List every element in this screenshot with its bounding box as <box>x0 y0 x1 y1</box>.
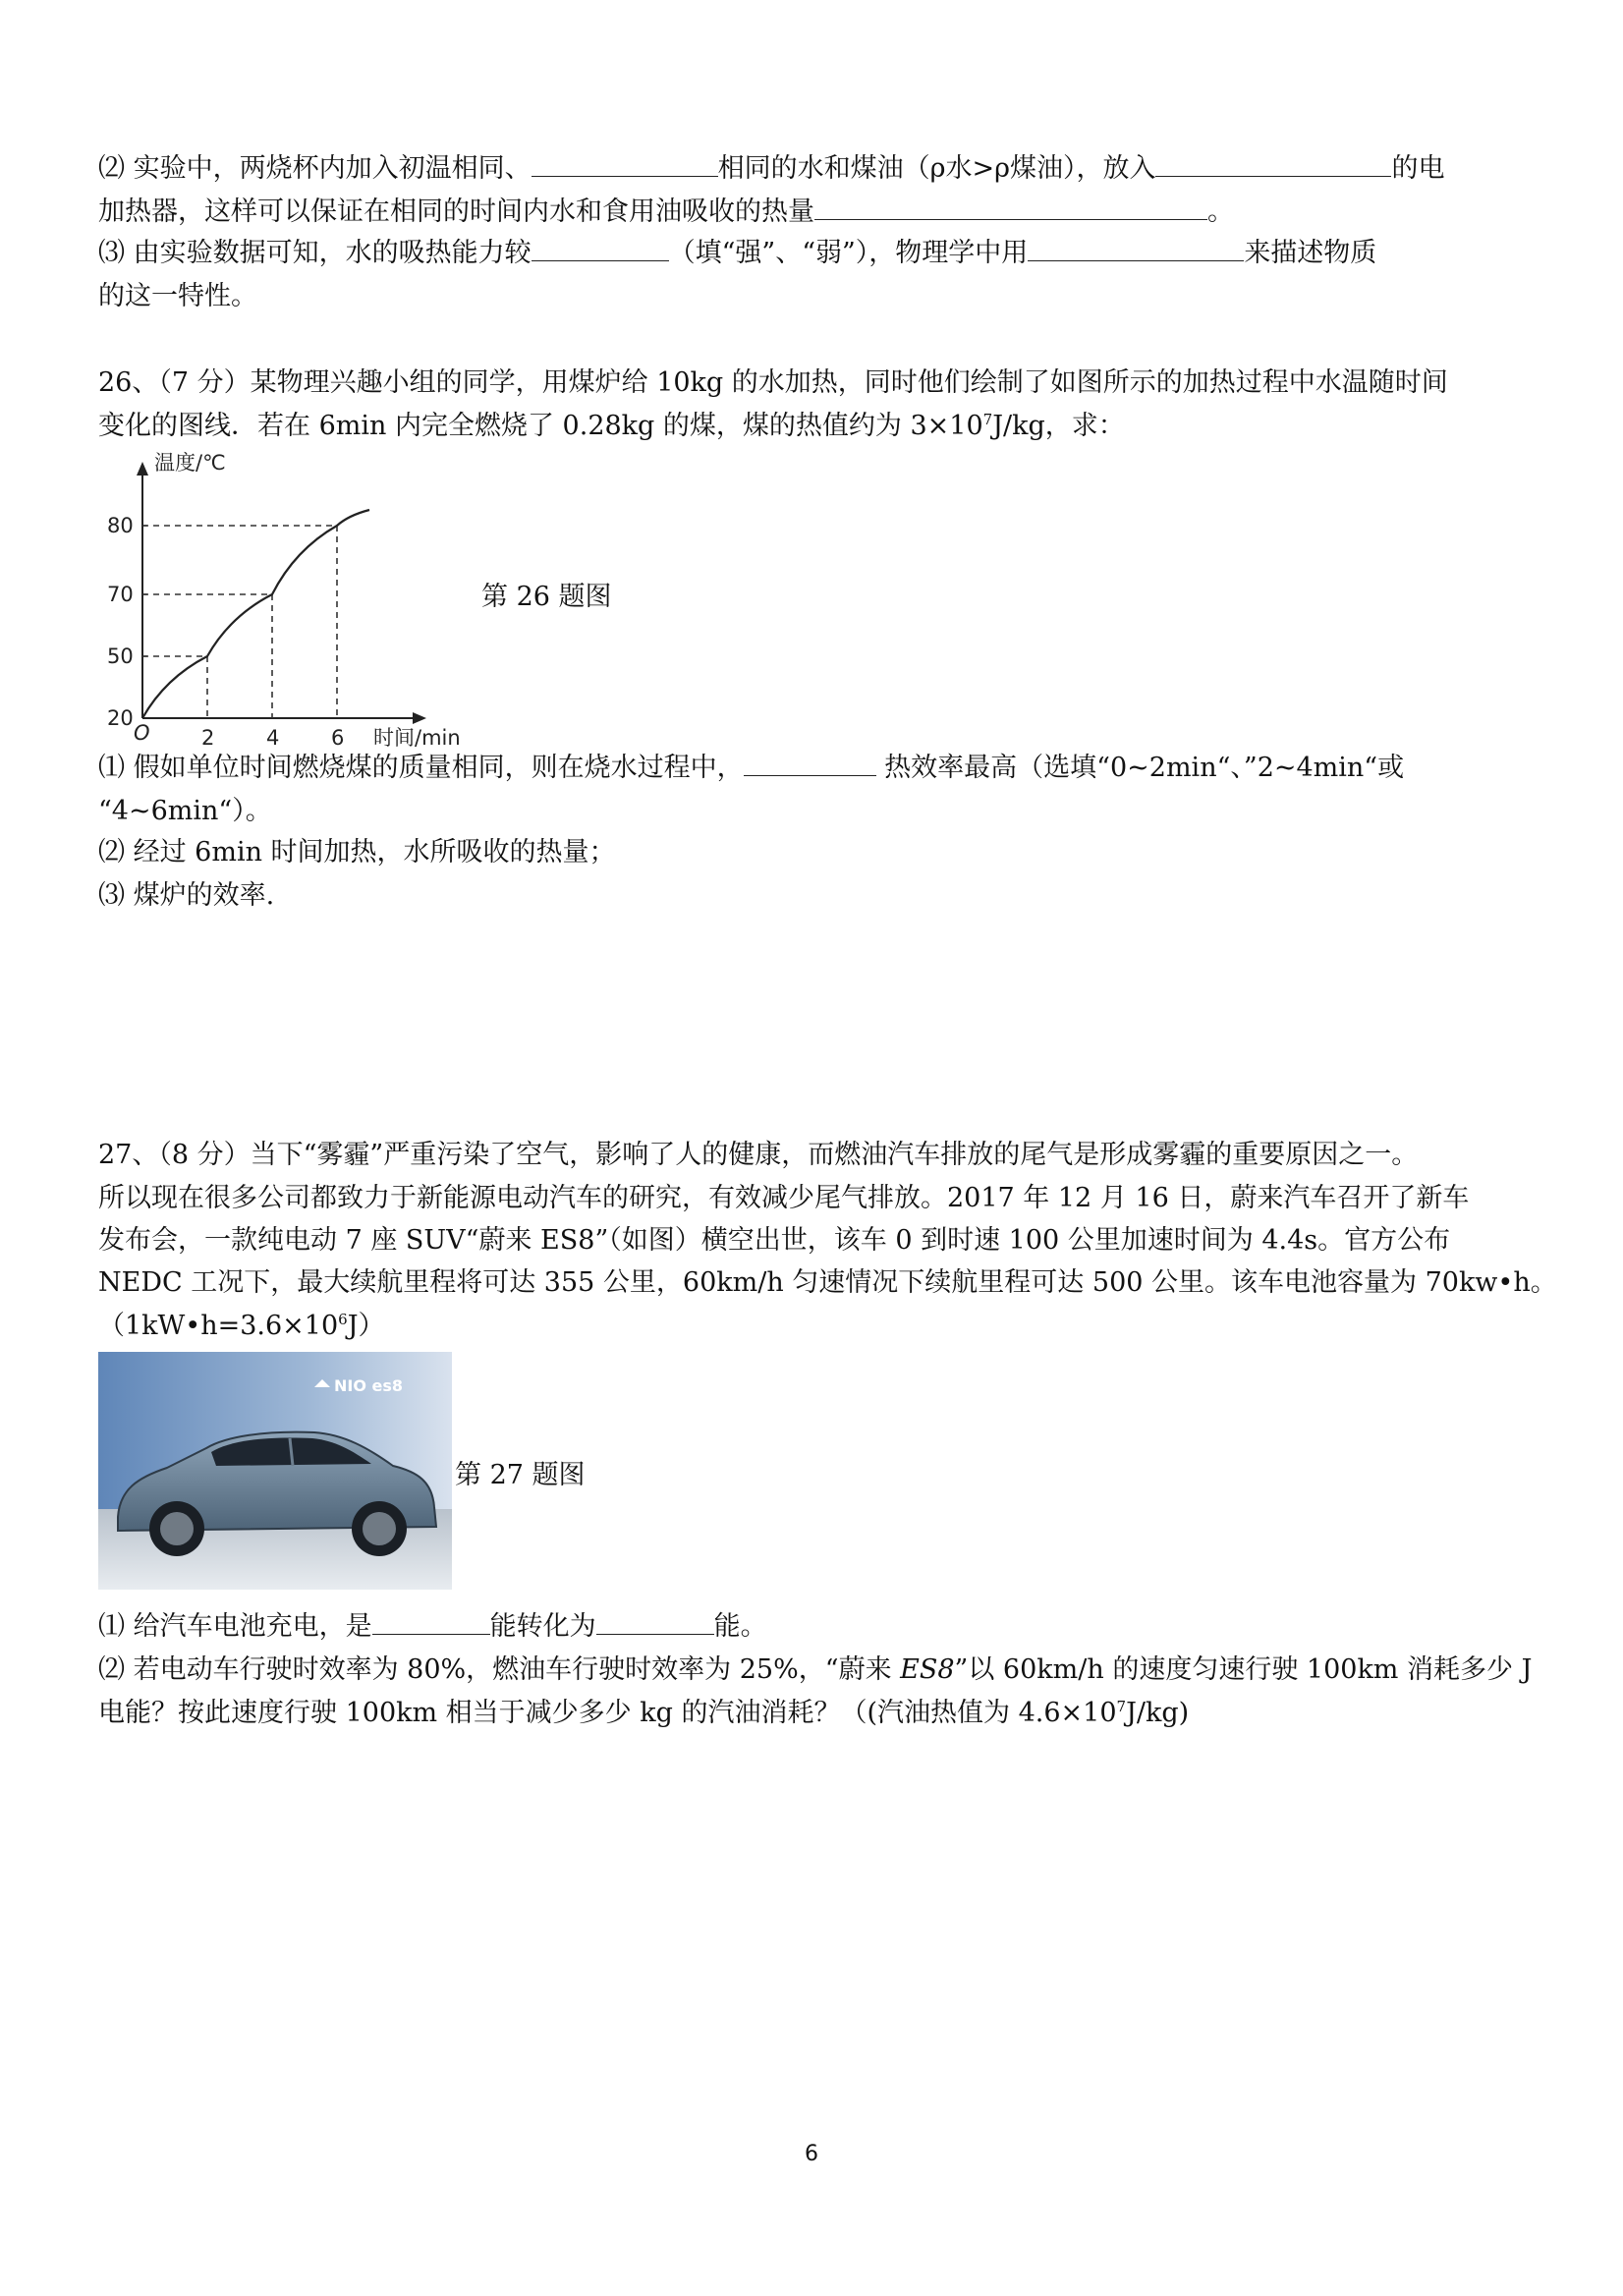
q26-part1-text-b: 热效率最高（选填“0~2min“、”2~4min“或 <box>875 753 1405 783</box>
q25-part2-text-a: ⑵ 实验中，两烧杯内加入初温相同、 <box>98 153 532 184</box>
y-axis-label: 温度/℃ <box>154 451 226 475</box>
y-tick-label: 80 <box>107 514 134 537</box>
q26-stem2-text-a: 变化的图线．若在 6min 内完全燃烧了 0.28kg 的煤，煤的热值约为 3×10 <box>98 411 983 441</box>
q26-part2: ⑵ 经过 6min 时间加热，水所吸收的热量； <box>98 837 616 868</box>
q27-part2-text-a: ⑵ 若电动车行驶时效率为 80%，燃油车行驶时效率为 25%，“蔚来 <box>98 1654 901 1685</box>
q27-stem-line3: 发布会，一款纯电动 7 座 SUV“蔚来 ES8”（如图）横空出世，该车 0 到时速 100 公里加速时间为 4.4s。官方公布 <box>98 1225 1451 1256</box>
answer-blank[interactable] <box>372 1608 490 1635</box>
q26-stem2-exponent: 7 <box>982 411 993 428</box>
x-axis-arrow <box>413 712 426 724</box>
y-axis-arrow <box>137 462 148 476</box>
q25-part2-text-c: 的电 <box>1391 153 1445 184</box>
q27-part2-text-d: J/kg) <box>1126 1698 1190 1728</box>
answer-blank[interactable] <box>1028 235 1244 261</box>
q26-stem2-text-b: J/kg，求： <box>992 411 1125 441</box>
y-tick-label: 20 <box>107 706 134 730</box>
q25-part3-text-d: 的这一特性。 <box>98 281 257 311</box>
q27-figure-caption: 第 27 题图 <box>455 1460 586 1490</box>
q26-part1-text-a: ⑴ 假如单位时间燃烧煤的质量相同，则在烧水过程中， <box>98 753 744 783</box>
q27-part2-text-c: 电能？按此速度行驶 100km 相当于减少多少 kg 的汽油消耗？（(汽油热值为 4.6×10 <box>98 1698 1117 1728</box>
q27-part2-line2 <box>98 1694 1535 1733</box>
q27-part2-exponent: 7 <box>1116 1698 1127 1715</box>
q25-part3-text-b: （填“强”、“弱”），物理学中用 <box>668 238 1029 268</box>
q27-stem-line4: NEDC 工况下，最大续航里程将可达 355 公里，60km/h 匀速情况下续航里程可达 500 公里。该车电池容量为 70kw•h。 <box>98 1267 1557 1298</box>
q27-part2-line1 <box>98 1651 1535 1690</box>
answer-blank[interactable] <box>1155 150 1391 177</box>
chart-labels <box>107 451 461 750</box>
q26-figure-caption: 第 26 题图 <box>481 582 612 612</box>
q25-part3-text-c: 来描述物质 <box>1244 238 1377 268</box>
q25-part3-line1 <box>98 234 1535 273</box>
q25-part2-text-b: 相同的水和煤油（ρ水>ρ煤油），放入 <box>717 153 1156 184</box>
q27-part2-text-b: ”以 60km/h 的速度匀速行驶 100km 消耗多少 J <box>954 1654 1533 1685</box>
x-tick-label: 6 <box>331 726 345 750</box>
page-number: 6 <box>805 2142 818 2166</box>
answer-blank[interactable] <box>814 194 1207 220</box>
x-tick-label: 2 <box>201 726 215 750</box>
q27-stem-line5 <box>98 1307 1535 1346</box>
q27-stem5-text-a: （1kW•h=3.6×10 <box>98 1311 339 1341</box>
q27-part1-text-b: 能转化为 <box>489 1611 596 1642</box>
answer-blank[interactable] <box>532 235 669 261</box>
q27-stem5-text-b: J） <box>347 1311 385 1341</box>
q25-part2-text-e: 。 <box>1207 196 1234 227</box>
q26-part1-line1 <box>98 749 1535 788</box>
y-tick-label: 70 <box>107 583 134 606</box>
q27-stem5-exponent: 6 <box>338 1311 348 1328</box>
q25-part3-text-a: ⑶ 由实验数据可知，水的吸热能力较 <box>98 238 532 268</box>
temperature-time-chart <box>98 448 491 753</box>
q27-part1-text-c: 能。 <box>713 1611 767 1642</box>
answer-blank[interactable] <box>596 1608 714 1635</box>
chart-guides <box>142 526 337 718</box>
q27-stem-line2: 所以现在很多公司都致力于新能源电动汽车的研究，有效减少尾气排放。2017 年 12 月 16 日，蔚来汽车召开了新车 <box>98 1183 1470 1213</box>
q25-part2-line2 <box>98 193 1535 232</box>
q25-part2-text-d: 加热器，这样可以保证在相同的时间内水和食用油吸收的热量 <box>98 196 814 227</box>
q27-part1 <box>98 1607 1535 1647</box>
q26-part3: ⑶ 煤炉的效率. <box>98 880 275 911</box>
q25-part2-line1 <box>98 149 1535 189</box>
q26-stem-line1: 26、（7 分）某物理兴趣小组的同学，用煤炉给 10kg 的水加热，同时他们绘制了如图所示的加热过程中水温随时间 <box>98 367 1448 398</box>
svg-text:NIO es8: NIO es8 <box>334 1376 404 1395</box>
q27-part2-car-name: ES8 <box>900 1654 955 1685</box>
q27-part1-text-a: ⑴ 给汽车电池充电，是 <box>98 1611 372 1642</box>
x-axis-label: 时间/min <box>373 726 461 750</box>
temperature-curve <box>142 510 369 718</box>
q25-part3-line2 <box>98 277 1535 316</box>
q26-part1-line2: “4~6min“）。 <box>98 796 272 826</box>
nio-es8-car-photo <box>98 1352 452 1590</box>
answer-blank[interactable] <box>532 150 718 177</box>
q27-stem-line1: 27、（8 分）当下“雾霾”严重污染了空气，影响了人的健康，而燃油汽车排放的尾气是形成雾霾的重要原因之一。 <box>98 1140 1419 1170</box>
origin-label: O <box>134 721 150 745</box>
x-tick-label: 4 <box>266 726 280 750</box>
y-tick-label: 50 <box>107 644 134 668</box>
chart-series <box>142 510 369 718</box>
answer-blank[interactable] <box>744 750 876 776</box>
chart-axes <box>137 462 426 724</box>
q26-stem-line2 <box>98 407 1535 446</box>
